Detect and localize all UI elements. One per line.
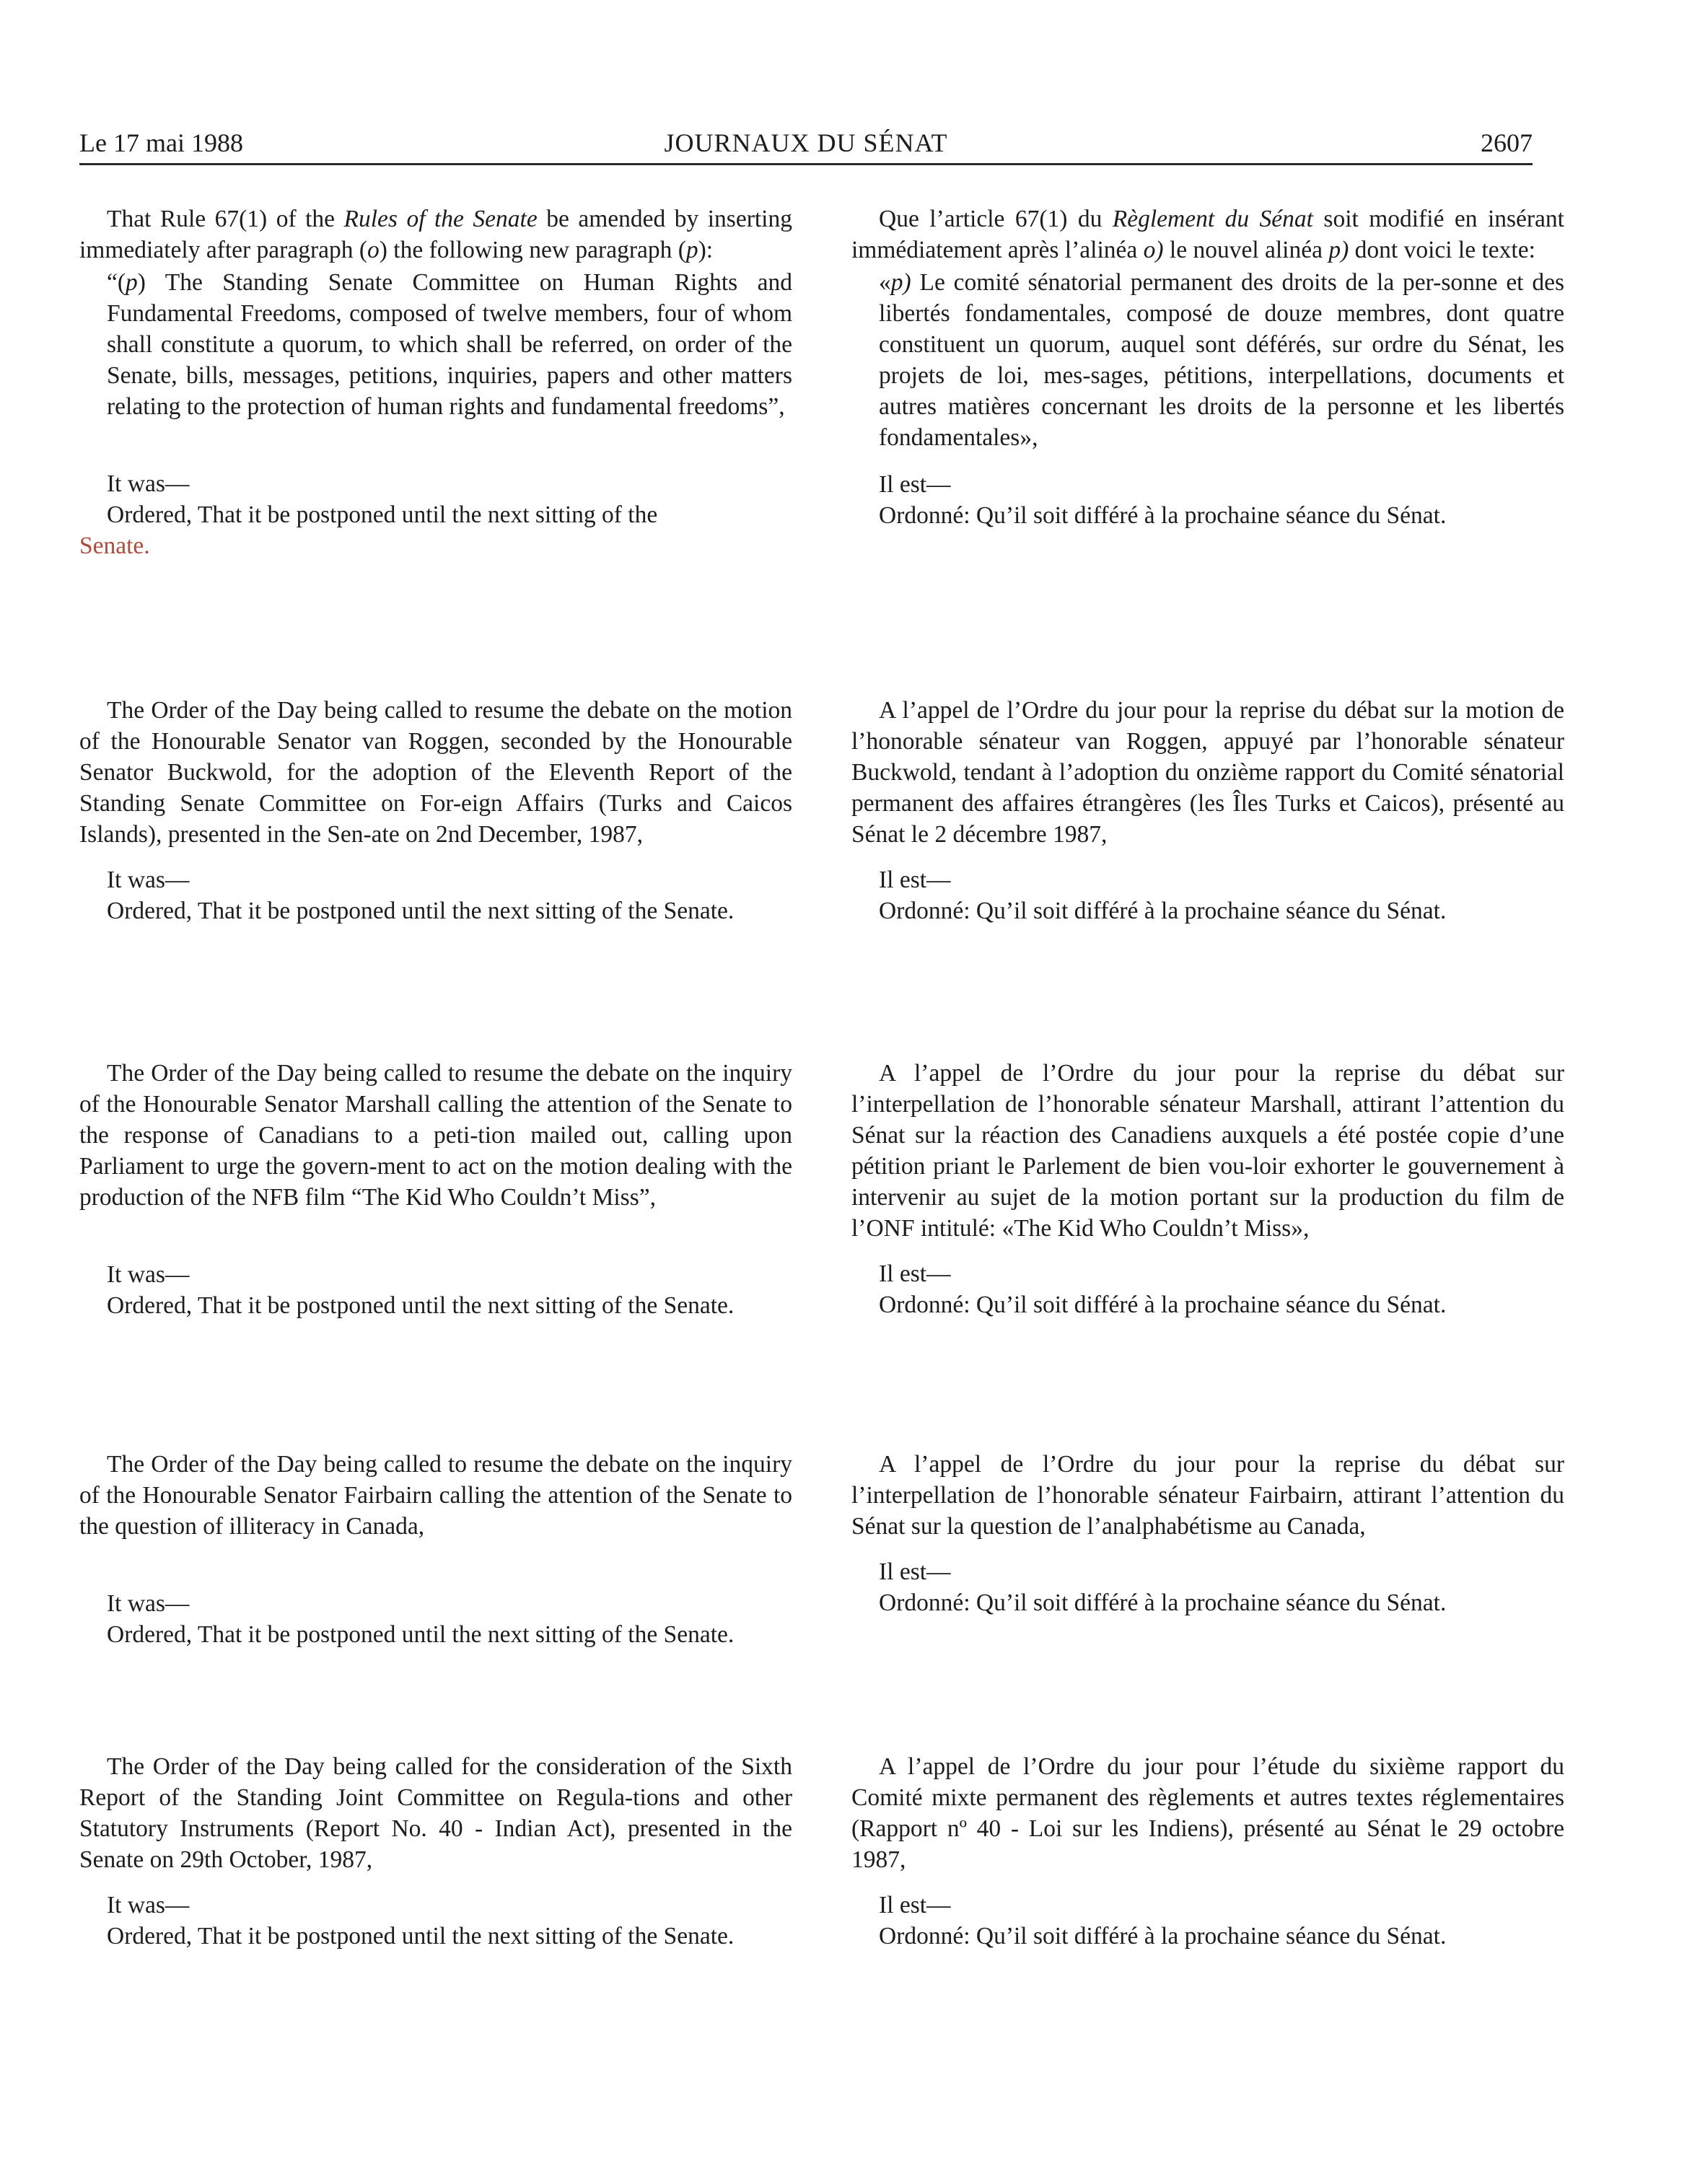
fr-item-sixth-report (851, 1751, 1564, 1952)
en-item-fairbairn-inquiry (79, 1449, 792, 1650)
fr-new-paragraph-quote: «p) Le comité sénatorial permanent des droits de la per-sonne et des libertés fondamentales, composé de douze membres, dont quatre constituent un quorum, auquel sont déférés, sur ordre du Sénat, les projets de loi, mes-sages, pétitions, interpellations, documents et autres matières concernant les droits de la personne et les libertés fondamentales», (879, 269, 1564, 451)
fr-ordonne: Ordonné: Qu’il soit différé à la prochaine séance du Sénat. (879, 1291, 1447, 1318)
fr-il-est: Il est— (879, 1892, 951, 1918)
en-it-was: It was— (107, 1261, 190, 1288)
fr-ordonne: Ordonné: Qu’il soit différé à la prochaine séance du Sénat. (879, 1589, 1447, 1616)
en-order-text: The Order of the Day being called to resume the debate on the inquiry of the Honourable Senator Fairbairn calling the attention of the Senate to the question of illiteracy in Canada, (79, 1451, 792, 1540)
en-ordered: Ordered, That it be postponed until the next sitting of the (107, 501, 658, 528)
fr-il-est: Il est— (879, 867, 951, 893)
en-item-rule-amendment (79, 203, 792, 561)
en-item-sixth-report (79, 1751, 792, 1952)
en-ordered: Ordered, That it be postponed until the next sitting of the Senate. (107, 1923, 735, 1950)
running-header (79, 124, 1533, 162)
fr-item-fairbairn-inquiry (851, 1449, 1564, 1618)
page-number: 2607 (1481, 128, 1533, 157)
fr-ordonne: Ordonné: Qu’il soit différé à la prochaine séance du Sénat. (879, 1923, 1447, 1950)
en-new-paragraph-quote: “(p) The Standing Senate Committee on Human Rights and Fundamental Freedoms, composed of twelve members, four of whom shall constitute a quorum, to which shall be referred, on order of the Senate, bills, messages, petitions, inquiries, papers and other matters relating to the protection of human rights and fundamental freedoms”, (107, 269, 792, 420)
en-order-text: The Order of the Day being called to resume the debate on the motion of the Honourable Senator van Roggen, seconded by the Honourable Senator Buckwold, for the adoption of the Eleventh Report of the Standing Senate Committee on For-eign Affairs (Turks and Caicos Islands), presented in the Sen-ate on 2nd December, 1987, (79, 697, 792, 848)
en-motion-text: That Rule 67(1) of the Rules of the Senate be amended by inserting immediately after paragraph (o) the following new paragraph (p): (79, 206, 792, 263)
en-it-was: It was— (107, 1590, 190, 1617)
en-ordered: Ordered, That it be postponed until the next sitting of the Senate. (107, 1621, 735, 1648)
en-ordered-end: Senate. (79, 532, 150, 559)
fr-order-text: A l’appel de l’Ordre du jour pour l’étude du sixième rapport du Comité mixte permanent des règlements et autres textes réglementaires (Rapport nº 40 - Loi sur les Indiens), présenté au Sénat le 29 octobre 1987, (851, 1753, 1564, 1873)
header-date: Le 17 mai 1988 (79, 128, 243, 157)
en-it-was: It was— (107, 470, 190, 497)
fr-order-text: A l’appel de l’Ordre du jour pour la reprise du débat sur l’interpellation de l’honorable sénateur Fairbairn, attirant l’attention du Sénat sur la question de l’analphabétisme au Canada, (851, 1451, 1564, 1540)
en-ordered: Ordered, That it be postponed until the next sitting of the Senate. (107, 1292, 735, 1319)
fr-motion-text: Que l’article 67(1) du Règlement du Sénat soit modifié en insérant immédiatement après l’alinéa o) le nouvel alinéa p) dont voici le texte: (851, 206, 1564, 263)
header-title: JOURNAUX DU SÉNAT (664, 128, 948, 157)
fr-order-text: A l’appel de l’Ordre du jour pour la reprise du débat sur l’interpellation de l’honorable sénateur Marshall, attirant l’attention du Sénat sur la réaction des Canadiens auxquels a été postée copie d’une pétition priant le Parlement de bien vou-loir exhorter le gouvernement à intervenir au sujet de la motion portant sur la production du film de l’ONF intitulé: «The Kid Who Couldn’t Miss», (851, 1060, 1564, 1242)
en-item-foreign-affairs (79, 695, 792, 926)
fr-order-text: A l’appel de l’Ordre du jour pour la reprise du débat sur la motion de l’honorable sénateur van Roggen, appuyé par l’honorable sénateur Buckwold, tendant à l’adoption du onzième rapport du Comité sénatorial permanent des affaires étrangères (les Îles Turks et Caicos), présenté au Sénat le 2 décembre 1987, (851, 697, 1564, 848)
en-it-was: It was— (107, 1892, 190, 1918)
fr-ordonne: Ordonné: Qu’il soit différé à la prochaine séance du Sénat. (879, 502, 1447, 529)
en-order-text: The Order of the Day being called for the consideration of the Sixth Report of the Standing Joint Committee on Regula-tions and other Statutory Instruments (Report No. 40 - Indian Act), presented in the Senate on 29th October, 1987, (79, 1753, 792, 1873)
header-divider (79, 163, 1533, 165)
fr-il-est: Il est— (879, 471, 951, 498)
fr-ordonne: Ordonné: Qu’il soit différé à la prochaine séance du Sénat. (879, 898, 1447, 924)
fr-item-foreign-affairs (851, 695, 1564, 926)
en-item-marshall-inquiry (79, 1058, 792, 1321)
fr-item-rule-amendment (851, 203, 1564, 531)
fr-item-marshall-inquiry (851, 1058, 1564, 1320)
en-it-was: It was— (107, 867, 190, 893)
en-order-text: The Order of the Day being called to resume the debate on the inquiry of the Honourable Senator Marshall calling the attention of the Senate to the response of Canadians to a peti-tion mailed out, calling upon Parliament to urge the govern-ment to act on the motion dealing with the production of the NFB film “The Kid Who Couldn’t Miss”, (79, 1060, 792, 1211)
fr-il-est: Il est— (879, 1260, 951, 1287)
fr-il-est: Il est— (879, 1558, 951, 1585)
en-ordered: Ordered, That it be postponed until the next sitting of the Senate. (107, 898, 735, 924)
